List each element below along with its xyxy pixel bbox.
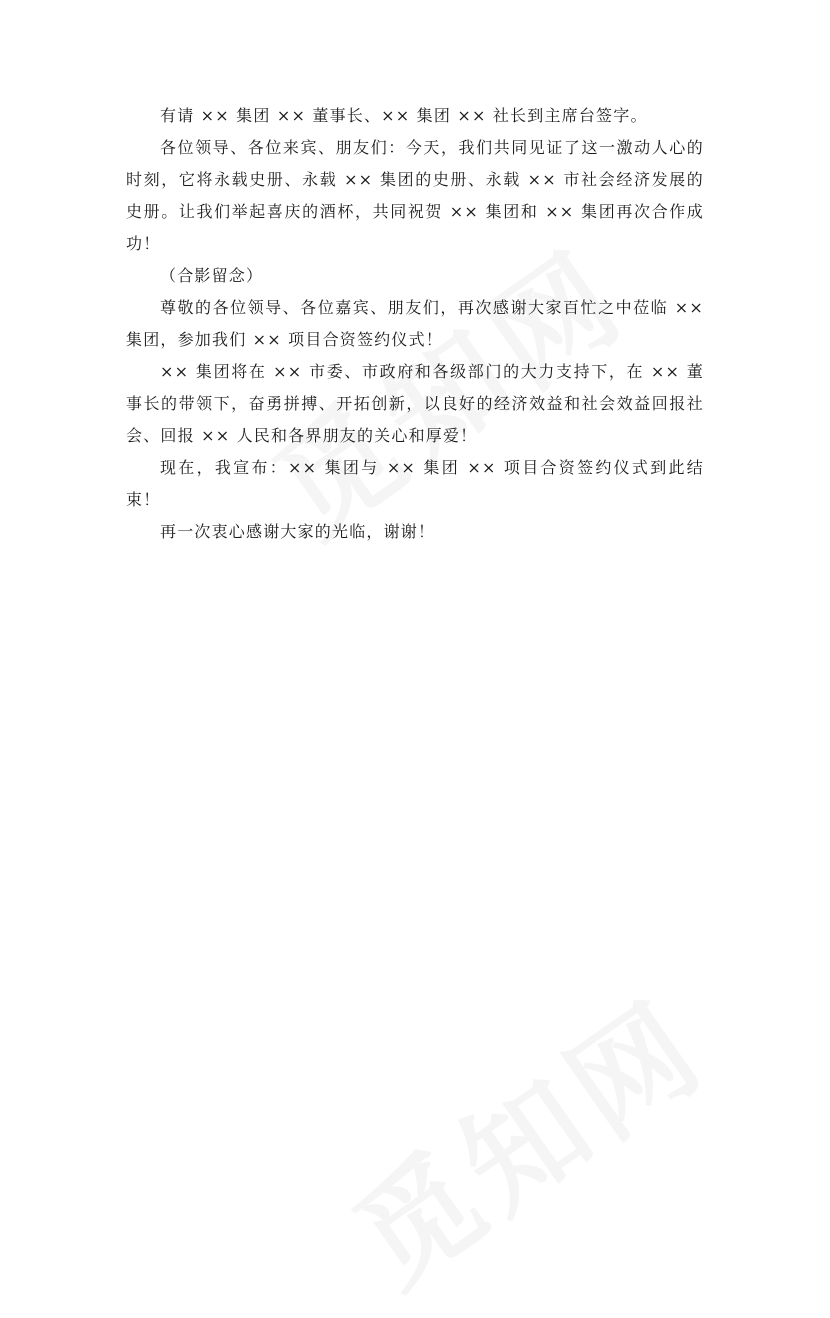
document-body — [126, 100, 704, 548]
watermark — [316, 954, 734, 1318]
paragraph-toast: 各位领导、各位来宾、朋友们：今天，我们共同见证了这一激动人心的时刻，它将永载史册、永载 ×× 集团的史册、永载 ×× 市社会经济发展的史册。让我们举起喜庆的酒杯，共同祝贺 ×× 集团和 ×× 集团再次合作成功！ — [126, 138, 704, 253]
paragraph-closing-announcement: 现在，我宣布：×× 集团与 ×× 集团 ×× 项目合资签约仪式到此结束！ — [126, 458, 704, 509]
paragraph-thanks-guests: 尊敬的各位领导、各位嘉宾、朋友们，再次感谢大家百忙之中莅临 ×× 集团，参加我们 ×× 项目合资签约仪式！ — [126, 298, 704, 349]
paragraph-final-thanks: 再一次衷心感谢大家的光临，谢谢！ — [160, 522, 436, 541]
paragraph-company-commitment: ×× 集团将在 ×× 市委、市政府和各级部门的大力支持下，在 ×× 董事长的带领下，奋勇拼搏、开拓创新，以良好的经济效益和社会效益回报社会、回报 ×× 人民和各界朋友的关心和厚爱！ — [126, 362, 704, 445]
paragraph-signing-invitation: 有请 ×× 集团 ×× 董事长、×× 集团 ×× 社长到主席台签字。 — [160, 106, 648, 125]
paragraph-group-photo: （合影留念） — [160, 266, 264, 285]
